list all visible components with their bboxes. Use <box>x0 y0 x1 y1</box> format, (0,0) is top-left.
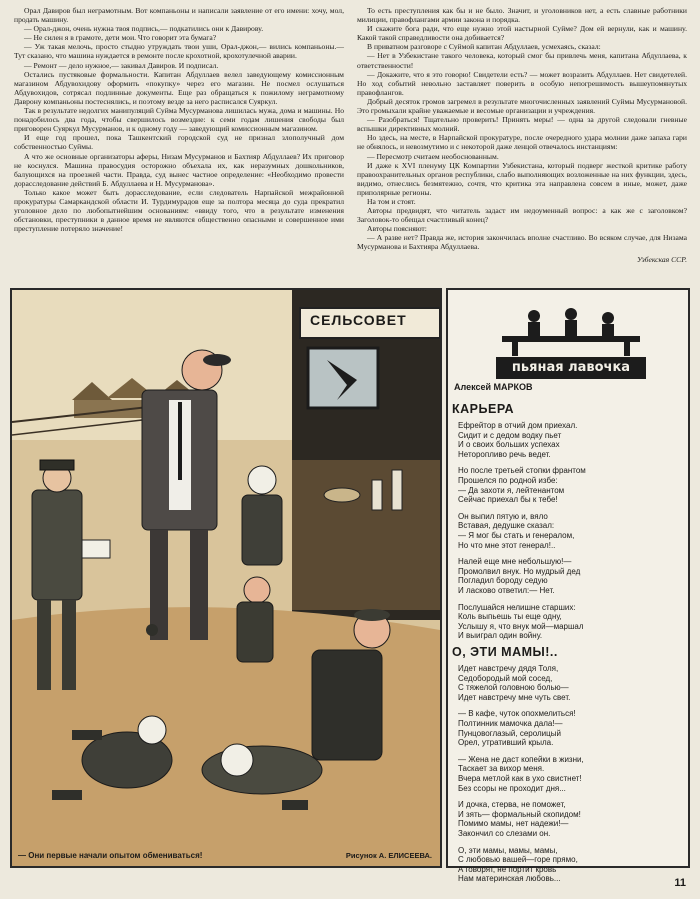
paragraph: Но здесь, на месте, в Нарпайской прокуратуре, после очередного удара молнии даже запаха гари не обнялось, и невозмутимо и с некоторой даже ленцой отвечалось инстанциям: <box>357 133 687 152</box>
poem-stanza: — Жена не даст копейки в жизни, Таскает за вихор меня. Вчера метлой как в ухо свистнет! Без ссоры не проходит дня... <box>458 754 584 793</box>
paragraph: — Разобраться! Тщательно проверить! Принять меры! — одна за другой следовали гневные вспышки директивных молний. <box>357 115 687 134</box>
paragraph: То есть преступления как бы и не было. Значит, и уголовников нет, а есть славные работники милиции, правофлангами армии закона и порядка. <box>357 6 687 25</box>
poem-stanza: Идет навстречу дядя Толя, Седобородый мой сосед, С тяжелой головною болью— Идет навстречу мне чуть свет. <box>458 664 571 702</box>
cartoon-sign: СЕЛЬСОВЕТ <box>310 312 407 328</box>
paragraph: Авторы предвидят, что читатель задаст им недоуменный вопрос: а как же с заголовком? Заголовок-то обещал счастливый конец? <box>357 206 687 225</box>
paragraph: А что же основные организаторы аферы, Низам Мусурманов и Бахтияр Абдуллаев? Их приговор не коснулся. Машина правосудия осторожно объехала их, как неразумных дошкольников, балующихся на проезжей части. Правда, суд вынес частное определение: «Необходимо провести дорасследование действий Б. Абдуллаева и Н. Мусурманова». <box>14 151 344 188</box>
cartoon-caption: — Они первые начали опытом обмениваться! <box>18 851 203 860</box>
paragraph: Так в результате недолгих манипуляций Суйма Мусурманова лишилась мужа, дома и машины. Но понадобилось два года, чтобы свершилось возмездие: к семи годам лишения свободы был приговорен Суяркул Мусурманов, и к одному году — заведующий комиссионным магазином. <box>14 106 344 134</box>
paragraph: — А разве нет? Правда же, история закончилась вполне счастливо. Во всяком случае, для Низама Мусурманова и Бахтияра Абдуллаева. <box>357 233 687 252</box>
cartoon-credit: Рисунок А. ЕЛИСЕЕВА. <box>345 851 432 860</box>
poem-title: КАРЬЕРА <box>452 402 515 416</box>
paragraph: Орал Давиров был неграмотным. Вот компаньоны и написали заявление от его имени: хочу, мол, продать машину. <box>14 6 344 25</box>
poem-stanza: — В кафе, чуток опохмелиться! Полтинник мамочка дала!— Пунцовоглазый, серолицый Орел, утративший крыла. <box>458 709 576 748</box>
paragraph: — Нет в Узбекистане такого человека, который смог бы привлечь меня, капитана Абдуллаева, к ответственности! <box>357 51 687 70</box>
poem-author: Алексей МАРКОВ <box>454 382 533 392</box>
poem-stanza: Налей еще мне небольшую!— Промолвил внук. Но мудрый дед Погладил бороду седую И ласково ответил:— Нет. <box>458 557 581 595</box>
cartoon-drawing <box>12 290 440 866</box>
paragraph: — Не силен я в грамоте, дети мои. Что говорит эта бумага? <box>24 33 217 43</box>
paragraph: — Докажите, что я это говорю! Свидетели есть? — может возразить Абдуллаев. Нет свидетелей. Но ход событий невольно заставляет поверить в особую непогрешимость вышеупомянутых правофлангов. <box>357 69 687 97</box>
paragraph: В приватном разговоре с Суймой капитан Абдуллаев, усмехаясь, сказал: <box>367 42 601 52</box>
article-column-left <box>14 6 344 233</box>
poem-stanza: Ефрейтор в отчий дом приехал. Сидит и с дедом водку пьет И о своих больших успехах Неторопливо речь ведет. <box>458 421 578 459</box>
paragraph: — Уж такая мелочь, просто стыдно утруждать твои уши, Орал-джон,— вились компаньоны.— Тут сказано, что машина нуждается в ремонте после крохотной, крохотулечной аварии. <box>14 42 344 61</box>
paragraph: Остались пустяковые формальности. Капитан Абдуллаев велел заведующему комиссионным магазином Абдувохидову оформить «покупку» через его магазин. Не посмел ослушаться Абдувохидов, сотрясал подлинные документы. Еще раз обращаться к пожилому неграмотному Даврону компаньоны постеснялись, и поэтому везде за него расписался Суяркул. <box>14 69 344 106</box>
paragraph: И даже к XVI пленуму ЦК Компартии Узбекистана, который подверг жесткой критике работу правоохранительных органов республики, слабо выполняющих возложенные на них функции, здесь, видимо, отнеслись безмятежно, сочтя, что критика эта направлена совсем в иные, может, даже приполярные регионы. <box>357 160 687 197</box>
poem-stanza: Он выпил пятую и, вяло Вставая, дедушке сказал: — Я мог бы стать и генералом, Но что мне этот генерал!.. <box>458 511 575 550</box>
poem <box>452 402 683 648</box>
cartoon-illustration <box>10 288 442 868</box>
page-number: 11 <box>674 877 686 889</box>
paragraph: Добрый десяток громов загремел в результате многочисленных заявлений Суймы Мусурмановой. Это громыхали крайне уважаемые и весомые организации и учреждения. <box>357 96 687 116</box>
paragraph: На том и стоят. <box>367 196 416 206</box>
paragraph: Авторы поясняют: <box>367 224 427 234</box>
poem-stanza: Послушайся нелишне старших: Коль выпьешь ты еще одну, Услышу я, что внук мой—маршал И выиграл один войну. <box>458 602 584 641</box>
article-signoff: Узбекская ССР. <box>636 254 687 264</box>
paragraph: И скажите бога ради, что еще нужно этой настырной Суйме? Дом ей вернули, как и машину. Какой такой справедливости она добивается? <box>357 24 687 43</box>
rubric-title: пьяная лавочка <box>496 357 646 379</box>
paragraph: И еще год прошел, пока Ташкентский городской суд не признал злополучный дом собственностью Суймы. <box>14 133 344 152</box>
poem-title: О, ЭТИ МАМЫ!.. <box>452 645 558 659</box>
paragraph: — Ремонт — дело нужное,— закивал Давиров. И подписал. <box>24 60 219 70</box>
paragraph: — Орал-джон, очень нужна твоя подпись,— подкатились они к Давирову. <box>24 24 264 34</box>
poem-stanza: И дочка, стерва, не поможет, И зять— формальный скопидом! Помимо мамы, нет надежи!— Закончил со слезами он. <box>458 800 581 838</box>
article-column-right <box>357 6 687 264</box>
poem <box>452 645 683 891</box>
poem-stanza: Но после третьей стопки франтом Прошелся по родной избе: — Да захоти я, лейтенантом Сейчас приехал бы к тебе! <box>458 466 586 505</box>
paragraph: — Пересмотр считаем необоснованным. <box>367 151 499 161</box>
poem-stanza: О, эти мамы, мамы, мамы, С любовью вашей—горе прямо, А говорят, не портит кровь Нам материнская любовь... <box>458 845 578 884</box>
bench-icon <box>496 302 646 358</box>
paragraph: Только какое может быть дорасследование, если следователь Нарпайской межрайонной прокуратуры Самаркандской области И. Турдимурадов еще за полтора месяца до суда прекратил уголовное дело по любопытнейшим основаниям: «ввиду того, что в результате изменения обстановки, преступники в данное время не являются общественно опасными и совершенное ими преступление потеряло значение! <box>14 187 344 234</box>
rubric-header <box>496 302 646 386</box>
